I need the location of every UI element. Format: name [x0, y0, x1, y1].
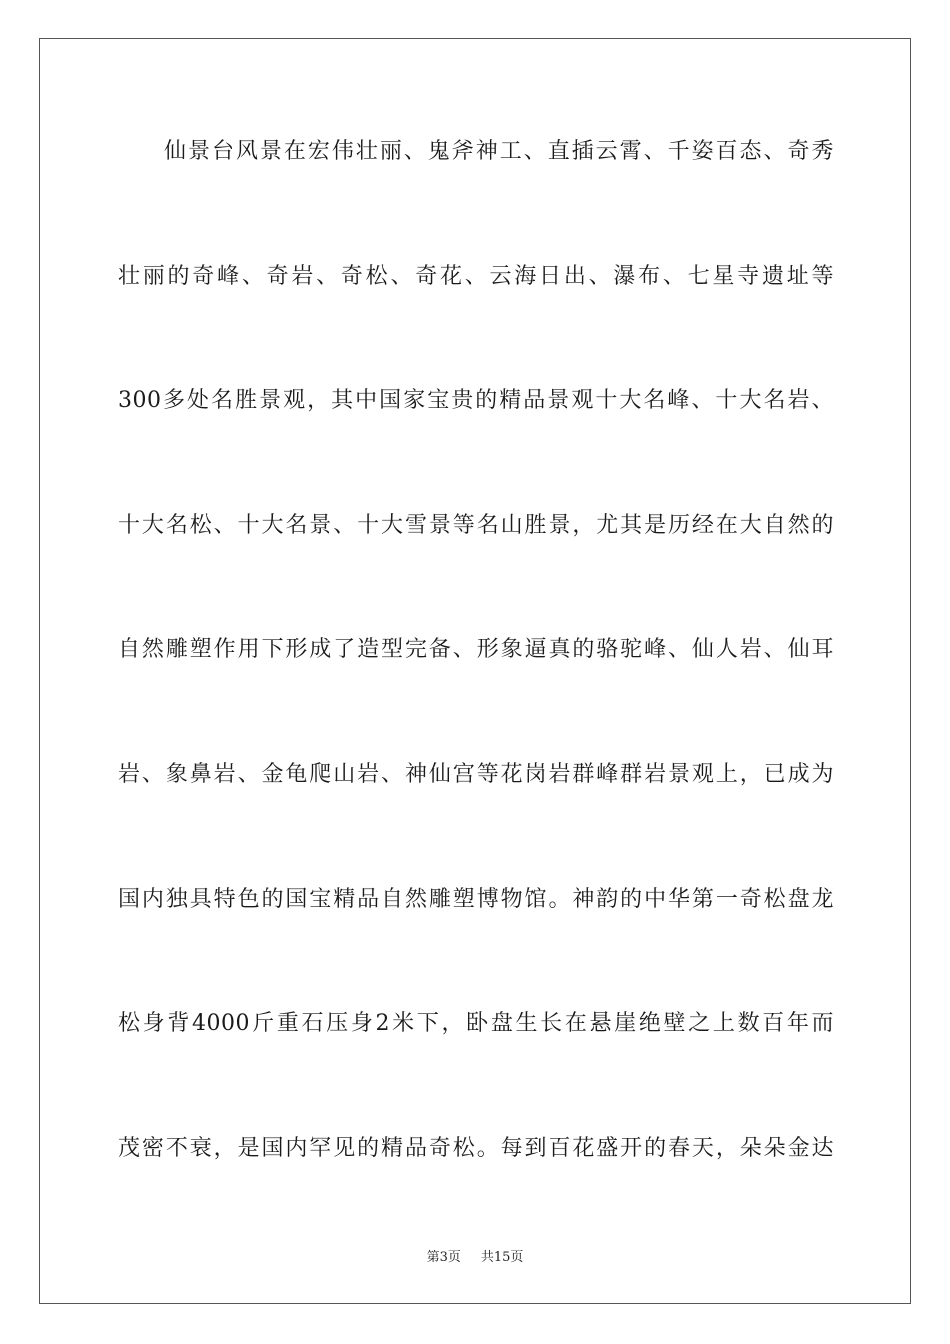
paragraph-line: 松身背4000斤重石压身2米下，卧盘生长在悬崖绝壁之上数百年而 [118, 1011, 834, 1037]
page-total: 共15页 [480, 1250, 524, 1265]
paragraph-line: 壮丽的奇峰、奇岩、奇松、奇花、云海日出、瀑布、七星寺遗址等 [118, 263, 834, 289]
paragraph-line: 茂密不衰，是国内罕见的精品奇松。每到百花盛开的春天，朵朵金达 [118, 1135, 834, 1161]
paragraph-line: 岩、象鼻岩、金龟爬山岩、神仙宫等花岗岩群峰群岩景观上，已成为 [118, 761, 834, 787]
paragraph-line: 十大名松、十大名景、十大雪景等名山胜景，尤其是历经在大自然的 [118, 512, 834, 538]
paragraph-line: 自然雕塑作用下形成了造型完备、形象逼真的骆驼峰、仙人岩、仙耳 [118, 637, 834, 663]
paragraph-line: 国内独具特色的国宝精品自然雕塑博物馆。神韵的中华第一奇松盘龙 [118, 886, 834, 912]
document-body [118, 120, 834, 1241]
paragraph-line: 仙景台风景在宏伟壮丽、鬼斧神工、直插云霄、千姿百态、奇秀 [164, 139, 834, 164]
paragraph-line: 300多处名胜景观，其中国家宝贵的精品景观十大名峰、十大名岩、 [118, 388, 834, 414]
page-number: 第3页 [426, 1250, 461, 1265]
page-footer [0, 1246, 950, 1265]
